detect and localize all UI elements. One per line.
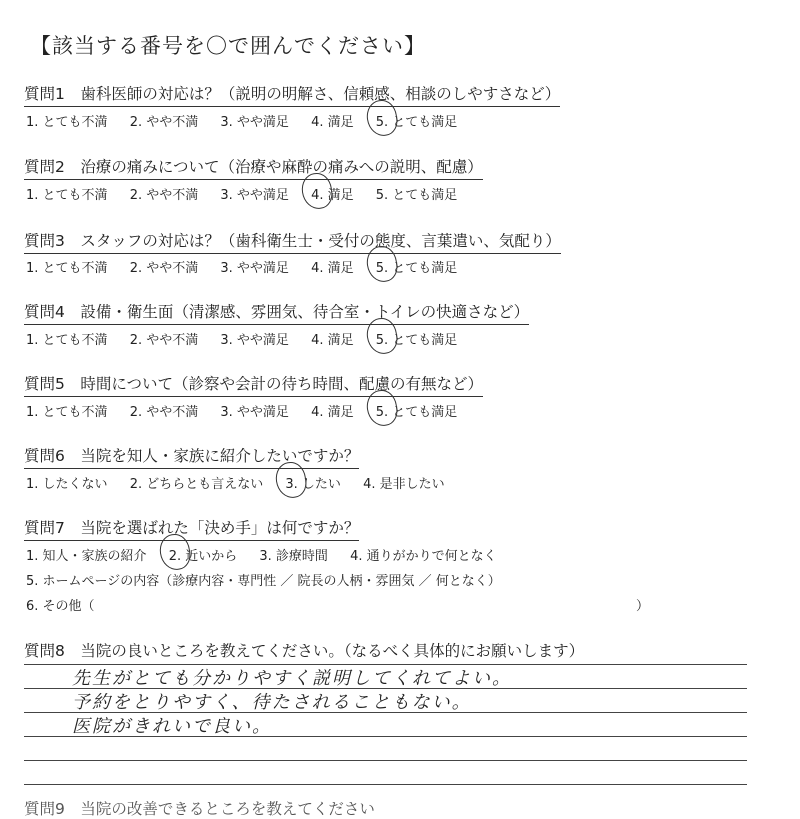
q5-option-3[interactable]: 3. やや満足 — [220, 405, 289, 420]
question-4-label: 質問4 設備・衛生面（清潔感、雰囲気、待合室・トイレの快適さなど） — [24, 300, 529, 325]
q1-option-4[interactable]: 4. 満足 — [311, 115, 354, 130]
q6-option-1[interactable]: 1. したくない — [26, 477, 108, 492]
question-4-options — [26, 329, 475, 348]
question-3-options — [26, 257, 475, 276]
q5-option-1[interactable]: 1. とても不満 — [26, 405, 108, 420]
q3-option-4[interactable]: 4. 満足 — [311, 261, 354, 276]
q7-option-3[interactable]: 3. 診療時間 — [259, 549, 328, 564]
q7-option-1[interactable]: 1. 知人・家族の紹介 — [26, 549, 147, 564]
q2-option-5[interactable]: 5. とても満足 — [375, 188, 458, 203]
q2-option-4-circled[interactable]: 4. 満足 — [311, 184, 354, 203]
q5-option-2[interactable]: 2. やや不満 — [129, 405, 199, 420]
q2-option-2[interactable]: 2. やや不満 — [129, 188, 199, 203]
q4-option-3[interactable]: 3. やや満足 — [220, 333, 289, 348]
question-3-label: 質問3 スタッフの対応は？（歯科衛生士・受付の態度、言葉遣い、気配り） — [24, 229, 561, 254]
handwritten-answer-2: 予約をとりやすく、待たされることもない。 — [72, 692, 472, 713]
q3-option-1[interactable]: 1. とても不満 — [26, 261, 108, 276]
question-1-options — [26, 111, 475, 130]
q2-option-1[interactable]: 1. とても不満 — [26, 188, 108, 203]
question-6 — [24, 444, 359, 469]
question-7 — [24, 516, 359, 541]
q5-option-4[interactable]: 4. 満足 — [311, 405, 354, 420]
question-5-label: 質問5 時間について（診察や会計の待ち時間、配慮の有無など） — [24, 372, 483, 397]
q5-option-5-circled[interactable]: 5. とても満足 — [376, 401, 458, 420]
question-1-label: 質問1 歯科医師の対応は？（説明の明解さ、信頼感、相談のしやすさなど） — [24, 82, 560, 107]
handwritten-answer-1: 先生がとても分かりやすく説明してくれてよい。 — [72, 668, 512, 689]
question-2 — [24, 155, 483, 180]
q1-option-1[interactable]: 1. とても不満 — [26, 115, 108, 130]
q1-option-5-circled[interactable]: 5. とても満足 — [376, 111, 458, 130]
question-8 — [24, 639, 584, 661]
q7-option-5[interactable]: 5. ホームページの内容（診療内容・専門性 ／ 院長の人柄・雰囲気 ／ 何となく） — [26, 574, 501, 589]
answer-line — [24, 784, 747, 785]
question-4 — [24, 300, 529, 325]
question-2-options — [26, 184, 475, 203]
q4-option-2[interactable]: 2. やや不満 — [129, 333, 199, 348]
answer-line — [24, 760, 747, 761]
q7-option-6-label: 6. その他（ — [26, 599, 95, 614]
q3-option-3[interactable]: 3. やや満足 — [220, 261, 289, 276]
q7-option-6-close: ） — [636, 599, 650, 614]
q7-option-2-circled[interactable]: 2. 近いから — [169, 545, 238, 564]
question-5 — [24, 372, 483, 397]
q1-option-3[interactable]: 3. やや満足 — [220, 115, 289, 130]
question-6-options — [26, 473, 463, 492]
question-5-options — [26, 401, 475, 420]
q3-option-5-circled[interactable]: 5. とても満足 — [376, 257, 458, 276]
question-8-label: 質問8 当院の良いところを教えてください。（なるべく具体的にお願いします） — [24, 642, 585, 660]
question-2-label: 質問2 治療の痛みについて（治療や麻酔の痛みへの説明、配慮） — [24, 155, 483, 180]
question-7-label: 質問7 当院を選ばれた「決め手」は何ですか？ — [24, 516, 359, 541]
q6-option-2[interactable]: 2. どちらとも言えない — [129, 477, 264, 492]
handwritten-answer-3: 医院がきれいで良い。 — [72, 716, 272, 737]
question-9-partial: 質問9 当院の改善できるところを教えてください — [24, 800, 375, 818]
q3-option-2[interactable]: 2. やや不満 — [129, 261, 199, 276]
question-7-options — [26, 545, 515, 564]
q4-option-4[interactable]: 4. 満足 — [311, 333, 354, 348]
q7-option-4[interactable]: 4. 通りがかりで何となく — [350, 549, 497, 564]
q7-option-6[interactable] — [26, 595, 650, 614]
question-1 — [24, 82, 560, 107]
question-6-label: 質問6 当院を知人・家族に紹介したいですか？ — [24, 444, 359, 469]
question-3 — [24, 229, 561, 254]
q2-option-3[interactable]: 3. やや満足 — [220, 188, 289, 203]
q4-option-5-circled[interactable]: 5. とても満足 — [376, 329, 458, 348]
page-title: 【該当する番号を〇で囲んでください】 — [30, 34, 426, 58]
q4-option-1[interactable]: 1. とても不満 — [26, 333, 108, 348]
q1-option-2[interactable]: 2. やや不満 — [129, 115, 199, 130]
q6-option-4[interactable]: 4. 是非したい — [363, 477, 445, 492]
q6-option-3-circled[interactable]: 3. したい — [285, 473, 341, 492]
